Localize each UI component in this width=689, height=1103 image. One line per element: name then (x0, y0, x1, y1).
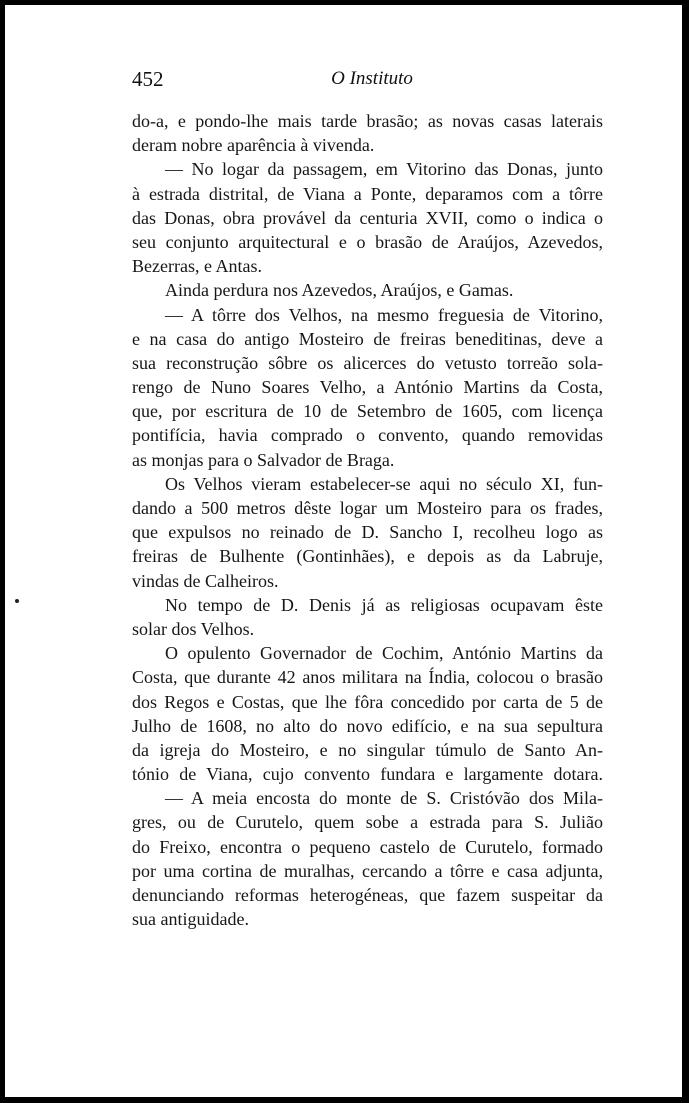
text-line: tónio de Viana, cujo convento fundara e largamente dotara. (132, 764, 603, 785)
text-line: — No logar da passagem, em Vitorino das Donas, junto (165, 159, 603, 180)
text-line: dando a 500 metros dêste logar um Mosteiro para os frades, (132, 498, 603, 518)
text-line: Costa, que durante 42 anos militara na Índia, colocou o brasão (132, 667, 603, 688)
text-line: deram nobre aparência à vivenda. (132, 135, 375, 156)
text-line: do-a, e pondo-lhe mais tarde brasão; as novas casas laterais (132, 111, 603, 131)
text-line: rengo de Nuno Soares Velho, a António Martins da Costa, (132, 377, 603, 398)
text-line: e na casa do antigo Mosteiro de freiras beneditinas, deve a (132, 328, 603, 349)
text-line: Os Velhos vieram estabelecer-se aqui no século XI, fun- (165, 473, 603, 494)
text-line: gres, ou de Curutelo, quem sobe a estrada para S. Julião (132, 812, 603, 833)
book-page (5, 5, 682, 1097)
page-header (132, 67, 612, 95)
text-line: — A tôrre dos Velhos, na mesmo freguesia de Vitorino, (165, 304, 603, 325)
text-line: seu conjunto arquitectural e o brasão de Araújos, Azevedos, (132, 231, 603, 252)
text-line: O opulento Governador de Cochim, António Martins da (165, 643, 603, 664)
text-line: Bezerras, e Antas. (132, 256, 262, 277)
text-line: No tempo de D. Denis já as religiosas ocupavam êste (165, 594, 603, 615)
text-line: que, por escritura de 10 de Setembro de 1605, com licença (132, 401, 603, 422)
text-line: Ainda perdura nos Azevedos, Araújos, e Gamas. (165, 280, 514, 301)
margin-speck (15, 599, 19, 603)
text-line: à estrada distrital, de Viana a Ponte, deparamos com a tôrre (132, 183, 603, 204)
text-line: Julho de 1608, no alto do novo edifício, e na sua sepultura (132, 715, 603, 736)
body-text (132, 109, 603, 931)
text-line: — A meia encosta do monte de S. Cristóvão dos Mila- (165, 788, 603, 809)
running-title: O Instituto (331, 68, 413, 89)
text-line: sua reconstrução sôbre os alicerces do vetusto torreão sola- (132, 352, 603, 373)
text-line: do Freixo, encontra o pequeno castelo de Curutelo, formado (132, 836, 603, 857)
text-line: freiras de Bulhente (Gontinhães), e depois as da Labruje, (132, 546, 603, 567)
text-line: da igreja do Mosteiro, e no singular túmulo de Santo An- (132, 739, 603, 760)
text-line: vindas de Calheiros. (132, 570, 279, 591)
text-line: que expulsos no reinado de D. Sancho I, recolheu logo as (132, 522, 603, 543)
text-line: sua antiguidade. (132, 909, 249, 930)
text-line: as monjas para o Salvador de Braga. (132, 449, 395, 470)
text-line: pontifícia, havia comprado o convento, quando removidas (132, 425, 603, 446)
text-line: das Donas, obra provável da centuria XVII, como o indica o (132, 207, 603, 228)
text-line: solar dos Velhos. (132, 618, 255, 639)
text-line: dos Regos e Costas, que lhe fôra concedido por carta de 5 de (132, 691, 603, 712)
page-number: 452 (132, 67, 164, 91)
text-line: denunciando reformas heterogéneas, que fazem suspeitar da (132, 885, 603, 905)
text-line: por uma cortina de muralhas, cercando a tôrre e casa adjunta, (132, 860, 603, 881)
